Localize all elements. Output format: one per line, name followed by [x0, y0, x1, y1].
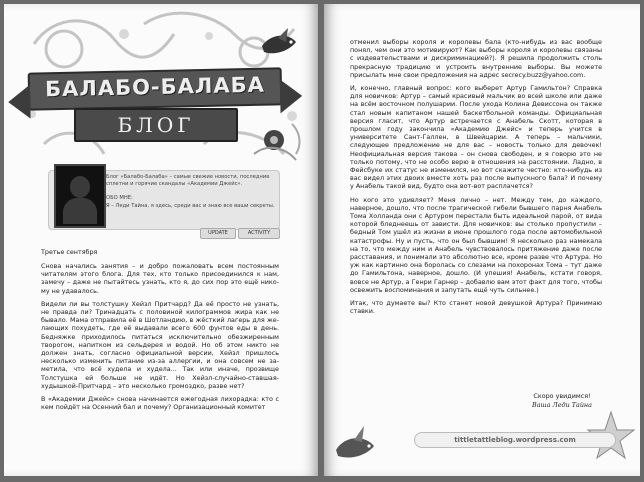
- blog-subtitle: БЛОГ: [117, 113, 195, 137]
- post-date: Третье сентября: [41, 248, 98, 256]
- bird-icon: [330, 420, 390, 470]
- right-body: [350, 38, 602, 321]
- avatar-head-icon: [70, 176, 90, 198]
- bird-icon: [258, 28, 302, 64]
- signoff: Скоро увидимся!: [533, 392, 591, 400]
- header-art: [4, 4, 318, 194]
- avatar-body-icon: [63, 198, 97, 224]
- activity-button[interactable]: ACTIVITY: [238, 228, 280, 239]
- profile-about-label: ОБО МНЕ:: [106, 195, 133, 201]
- left-page: [4, 4, 318, 476]
- title-banner: [28, 67, 283, 110]
- flower-ornament-icon: [244, 114, 318, 174]
- profile-description: Блог «Балабо-Балаба» – самые свежие новости, последние сплетни и горячие скандалы «Академии Джейс».: [106, 174, 270, 187]
- blog-url[interactable]: tittletattleblog.wordpress.com: [414, 432, 616, 448]
- paragraph: И, конечно, главный вопрос: кого выберет Артур Гамильтон? Справка для новичков: Артур – самый красивый мальчик во всей школе или даже на всём восточном полушарии. После ухода Колина Девиссона он также стал новым капитаном нашей баскетбольной команды. Официальная версия гласит, что Артур встречается с Анабель Скотт, которая в прошлом году закончила «Академию Джейс» и теперь учится в университете Сант-Галлен, в Швейцарии. А теперь – мальчики, следующее предложение не для вас – новость только для девочек! Неофициальная версия такова – он снова свободен, и я говорю это не только потому, что не особо верю в отношения на расстоянии. Ладно, в Фейсбуке их статус не изменился, но вот скажите честно: кто-нибудь из вас видел этих двоих вместе хоть раз после выпускного бала? И почему у Анабель такой вид, будто она вот-вот расплачется?: [350, 84, 602, 191]
- paragraph: В «Академии Джейс» снова начинается ежегодная лихорадка: кто с кем пойдёт на Осенний бал и почему? Организационный комитет: [41, 395, 279, 412]
- profile-about-text: Я – Леди Тайна, я здесь, среди вас и знаю все ваши секреты.: [106, 203, 275, 209]
- paragraph: отменил выборы короля и королевы бала (кто-нибудь из вас вообще понял, чем они это мотивируют? Как выборы короля и королевы связаны с издевательствами и дискриминацией?). Я решила продолжить столь прекрасную традицию и устроить внутренние выборы. Вы можете присылать мне свои предложения на адрес secrecy.buzz@yahoo.com.: [350, 38, 602, 79]
- signature: Ваша Леди Тайна: [532, 401, 592, 409]
- paragraph: Снова начались занятия – и добро пожаловать всем постоянным читателям этого блога. Для тех, кто только присоединился к нам, замечу – даже не пытайтесь узнать, кто я, до сих пор это ещё никому не удавалось.: [41, 262, 279, 295]
- paragraph: Итак, что думаете вы? Кто станет новой девушкой Артура? Принимаю ставки.: [350, 299, 602, 316]
- left-body: [41, 262, 279, 416]
- right-page: [324, 4, 640, 476]
- paragraph: Но кого это удивляет? Меня лично – нет. Между тем, до каждого, наверное, дошло, что после трагической гибели бывшего парня Анабель Тома Холланда они с Артуром перестали быть идеальной парой, от вида которой бледнеешь от зависти. Для новичков: вы столько пропустили – бедный Том ушёл из жизни в июне прошлого года после автомобильной катастрофы. Ну и пусть, что он был бывшим! Я несколько раз намекала на то, что между ним и Анабель чувствовалось притяжение даже после расставания, и понимали это абсолютно все, кроме разве что Артура. Но уж как картинно она боролась со слезами на похоронах Тома – тут даже до Гамильтона, наверное, дошло. (И упешия! Анабель, кстати говоря, вовсе не Артур, а Генри Гарнер – добавлю вам этот факт для того, чтобы освежить воспоминания и запутать ещё чуть сильнее.): [350, 195, 602, 294]
- avatar: [54, 164, 106, 228]
- update-button[interactable]: UPDATE: [200, 228, 236, 239]
- subtitle-banner: [74, 108, 238, 142]
- paragraph: Видели ли вы толстушку Хейзл Притчард? Да её просто не узнать, не правда ли? Тринадцать с половиной килограммов жира как не бывало. Мама отправила её в Шотландию, в жёсткий лагерь для желающих похудеть, где её выдавали всего 600 фунтов еды в день. Бедняжке приходилось питаться исключительно обезжиренным творогом, напитком из сельдерея и водой. Но об этом никто не должен знать, согласно официальной версии, Хейзл пришлось несколько изменить питание из-за аллергии, и она совсем не заметила, что всё худела и худела... Так или иначе, прозвище Толстушка ей больше не идёт. Но Хейзл-случайно-ставшая-худышкой-Притчард – это несколько громоздко, разве нет?: [41, 299, 279, 390]
- blog-title: БАЛАБО-БАЛАБА: [44, 72, 266, 102]
